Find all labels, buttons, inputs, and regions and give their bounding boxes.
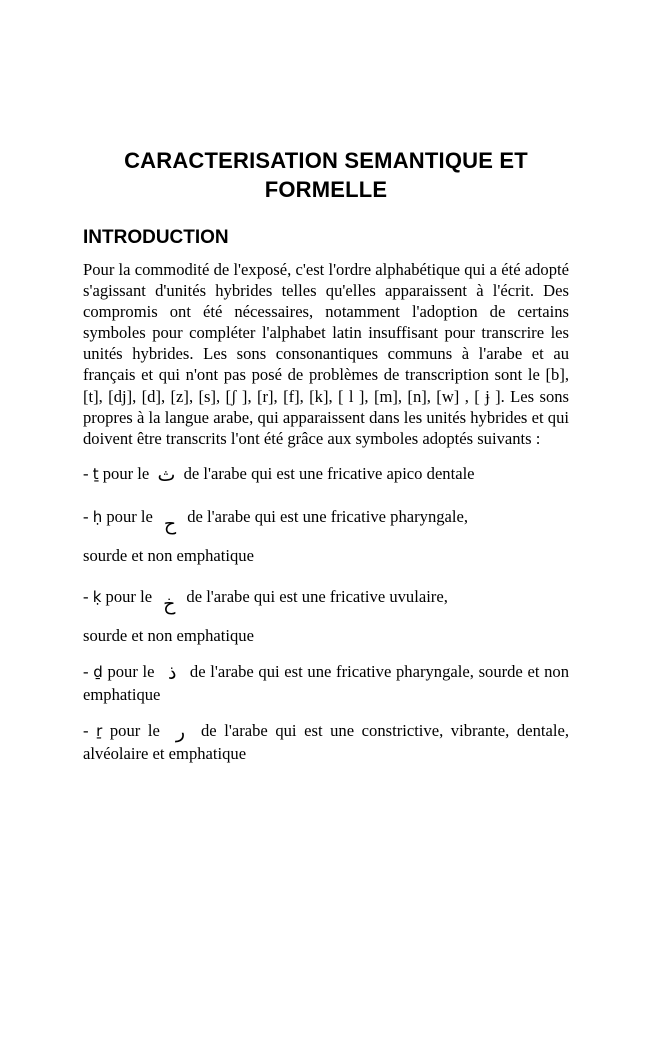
latin-symbol: ḳ — [92, 588, 102, 607]
intro-paragraph: Pour la commodité de l'exposé, c'est l'ordre alphabétique qui a été adopté s'agissant d'unités hybrides telles qu'elles apparaissent à l'écrit. Des compromis ont été nécessaires, notamment l'adoption de certains symboles pour compléter l'alphabet latin insuffisant pour transcrire les unités hybrides. Les sons consonantiques communs à l'arabe et au français et qui n'ont pas posé de problèmes de transcription sont le [b], [t], [dj], [d], [z], [s], [ʃ ], [r], [f], [k], [ l ], [m], [n], [w] , [ ɉ ]. Les sons propres à la langue arabe, qui apparaissent dans les unités hybrides et qui doivent être transcrits l'ont été grâce aux symboles adoptés suivants : — [83, 260, 569, 448]
item-pour: pour le — [107, 662, 155, 682]
transcription-item — [83, 502, 569, 566]
latin-symbol: ḏ — [93, 663, 103, 682]
item-description-continued: dentale, alvéolaire et emphatique — [83, 721, 569, 764]
item-description: de l'arabe qui est une fricative pharyngale, — [189, 662, 474, 682]
item-description-continued: sourde et non emphatique — [83, 545, 254, 565]
latin-symbol: ṯ — [92, 464, 99, 483]
document-page — [83, 146, 569, 765]
item-description-continued: sourde et non emphatique — [83, 662, 570, 705]
item-description: de l'arabe qui est une fricative pharyngale, — [187, 506, 469, 526]
item-pour: pour le — [106, 506, 153, 526]
arabic-letter: ذ — [167, 662, 177, 685]
section-heading: INTRODUCTION — [83, 227, 229, 248]
page-title — [83, 146, 569, 204]
arabic-letter: خ — [163, 593, 176, 616]
page-title-line-2: FORMELLE — [264, 177, 388, 202]
item-description: de l'arabe qui est une fricative apico — [183, 463, 423, 483]
item-pour: pour le — [105, 587, 153, 607]
item-pour: pour le — [102, 463, 150, 483]
item-dash: - — [83, 662, 89, 682]
arabic-letter: ث — [157, 463, 176, 486]
item-dash: - — [83, 587, 89, 607]
item-description: de l'arabe qui est une constrictive, vibrante, — [201, 721, 510, 741]
item-dash: - — [83, 506, 89, 526]
page-title-line-1: CARACTERISATION SEMANTIQUE ET — [124, 148, 528, 173]
item-description: de l'arabe qui est une fricative uvulaire, — [186, 587, 448, 607]
item-first-line — [83, 582, 569, 619]
arabic-letter: ر — [175, 721, 186, 744]
latin-symbol: ḥ — [92, 507, 103, 526]
transcription-item — [83, 661, 569, 705]
item-description-continued: sourde et non emphatique — [83, 626, 254, 646]
arabic-letter: ح — [163, 512, 177, 535]
item-pour: pour le — [109, 721, 160, 741]
item-first-line — [83, 502, 569, 539]
item-dash: - — [83, 463, 89, 483]
transcription-item — [83, 720, 569, 764]
item-description-continued: dentale — [426, 463, 475, 483]
latin-symbol: ṟ — [96, 722, 103, 741]
transcription-item — [83, 582, 569, 646]
transcription-item — [83, 463, 569, 486]
item-dash: - — [83, 721, 89, 741]
